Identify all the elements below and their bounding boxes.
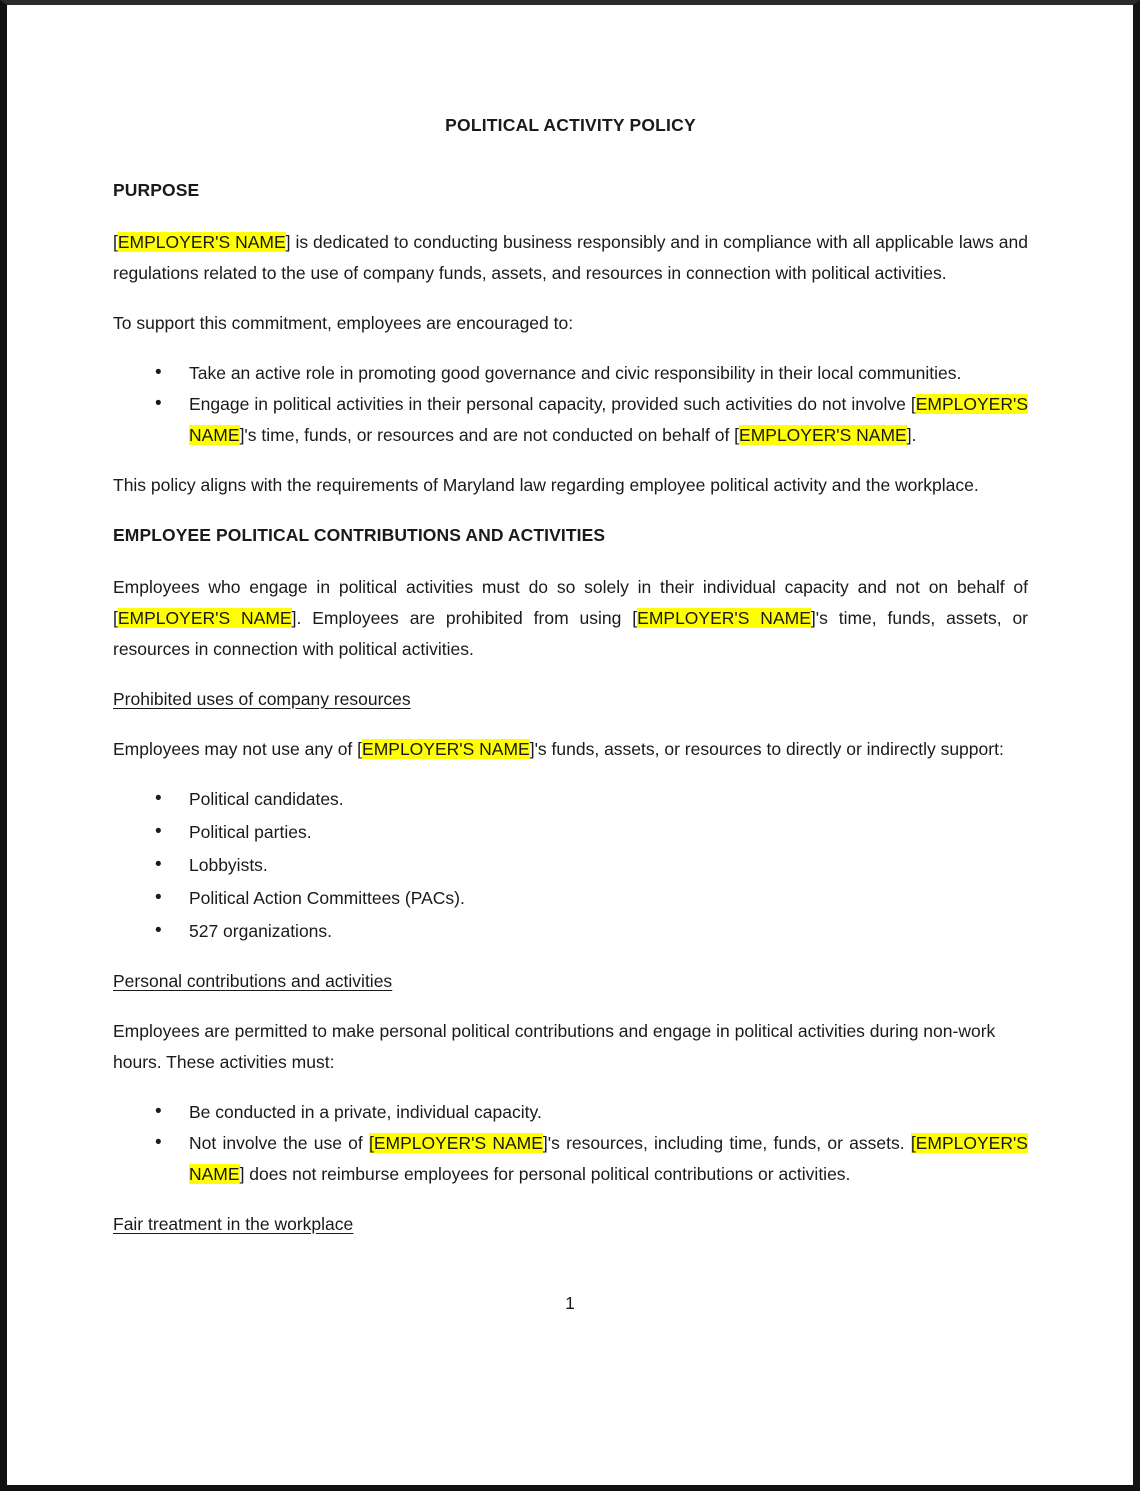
bullet-text: Political Action Committees (PACs). <box>189 888 465 908</box>
section-heading-contributions: EMPLOYEE POLITICAL CONTRIBUTIONS AND ACTIVITIES <box>113 525 606 545</box>
list-item <box>113 817 1028 848</box>
employer-name-placeholder: [EMPLOYER'S NAME <box>189 1133 1028 1184</box>
employer-name-placeholder: EMPLOYER'S NAME <box>189 394 1028 445</box>
employer-name-placeholder: EMPLOYER'S NAME <box>637 608 811 628</box>
purpose-paragraph-2: To support this commitment, employees are encouraged to: <box>113 313 574 333</box>
bullet-text-part: ]. <box>906 425 917 445</box>
bullet-text: Be conducted in a private, individual capacity. <box>189 1102 542 1122</box>
employer-name-placeholder: EMPLOYER'S NAME <box>117 608 292 628</box>
bullet-text-part: ] does not reimburse employees for personal political contributions or activities. <box>239 1164 851 1184</box>
document-content <box>113 110 1028 1259</box>
sub-heading-personal-contributions <box>113 966 1028 997</box>
purpose-paragraph-3: This policy aligns with the requirements of Maryland law regarding employee political activity and the workplace. <box>113 475 979 495</box>
list-item <box>113 1097 1028 1128</box>
page-title: POLITICAL ACTIVITY POLICY <box>445 115 696 135</box>
list-item <box>113 1128 1028 1190</box>
list-item <box>113 784 1028 815</box>
list-item <box>113 850 1028 881</box>
bullet-text: Political parties. <box>189 822 312 842</box>
sub-heading-fair-treatment <box>113 1209 1028 1240</box>
paragraph-text-part: ]. Employees are prohibited from using [ <box>291 608 638 628</box>
bullet-text: Political candidates. <box>189 789 344 809</box>
personal-lead-in: Employees are permitted to make personal political contributions and engage in political activities during non-work hours. These activities must: <box>113 1021 996 1072</box>
paragraph-text-part: ]'s time, funds, assets, or resources in connection with political activities. <box>113 608 1029 659</box>
bullet-text-part: Engage in political activities in their personal capacity, provided such activities do not involve [ <box>189 394 916 414</box>
bullet-text-part: ]'s resources, including time, funds, or assets. <box>542 1133 911 1153</box>
sub-heading-label: Prohibited uses of company resources <box>113 689 411 709</box>
sub-heading-prohibited-uses <box>113 684 1028 715</box>
page-number: 1 <box>565 1293 575 1313</box>
contributions-paragraph-1 <box>113 572 1028 665</box>
paragraph-text-part: ]'s funds, assets, or resources to directly or indirectly support: <box>529 739 1004 759</box>
prohibited-lead-in <box>113 734 1028 765</box>
purpose-paragraph-1 <box>113 227 1028 289</box>
bullet-text: Take an active role in promoting good governance and civic responsibility in their local communities. <box>189 363 962 383</box>
bullet-text: 527 organizations. <box>189 921 333 941</box>
bullet-text-part: Not involve the use of <box>189 1133 369 1153</box>
bullet-text-part: ]'s time, funds, or resources and are not conducted on behalf of [ <box>239 425 740 445</box>
section-heading-purpose: PURPOSE <box>113 180 200 200</box>
list-item <box>113 916 1028 947</box>
personal-activities-list <box>113 1097 1028 1190</box>
employer-name-placeholder: EMPLOYER'S NAME <box>117 232 286 252</box>
list-item <box>113 358 1028 389</box>
bracket-open: [ <box>113 232 118 252</box>
page-inner-surface <box>7 5 1133 1485</box>
sub-heading-label: Fair treatment in the workplace <box>113 1214 354 1234</box>
sub-heading-label: Personal contributions and activities <box>113 971 393 991</box>
purpose-paragraph-1-text: ] is dedicated to conducting business responsibly and in compliance with all applicable laws and regulations related to the use of company funds, assets, and resources in connection with political activities. <box>113 232 1028 283</box>
list-item <box>113 389 1028 451</box>
paragraph-text-part: Employees who engage in political activities must do so solely in their individual capacity and not on behalf of [ <box>113 577 1028 628</box>
prohibited-uses-list <box>113 784 1028 947</box>
bullet-text: Lobbyists. <box>189 855 268 875</box>
employer-name-placeholder: [EMPLOYER'S NAME <box>369 1133 543 1153</box>
employer-name-placeholder: EMPLOYER'S NAME <box>362 739 530 759</box>
employer-name-placeholder: EMPLOYER'S NAME <box>739 425 907 445</box>
list-item <box>113 883 1028 914</box>
paragraph-text-part: Employees may not use any of [ <box>113 739 363 759</box>
purpose-bullet-list <box>113 358 1028 451</box>
